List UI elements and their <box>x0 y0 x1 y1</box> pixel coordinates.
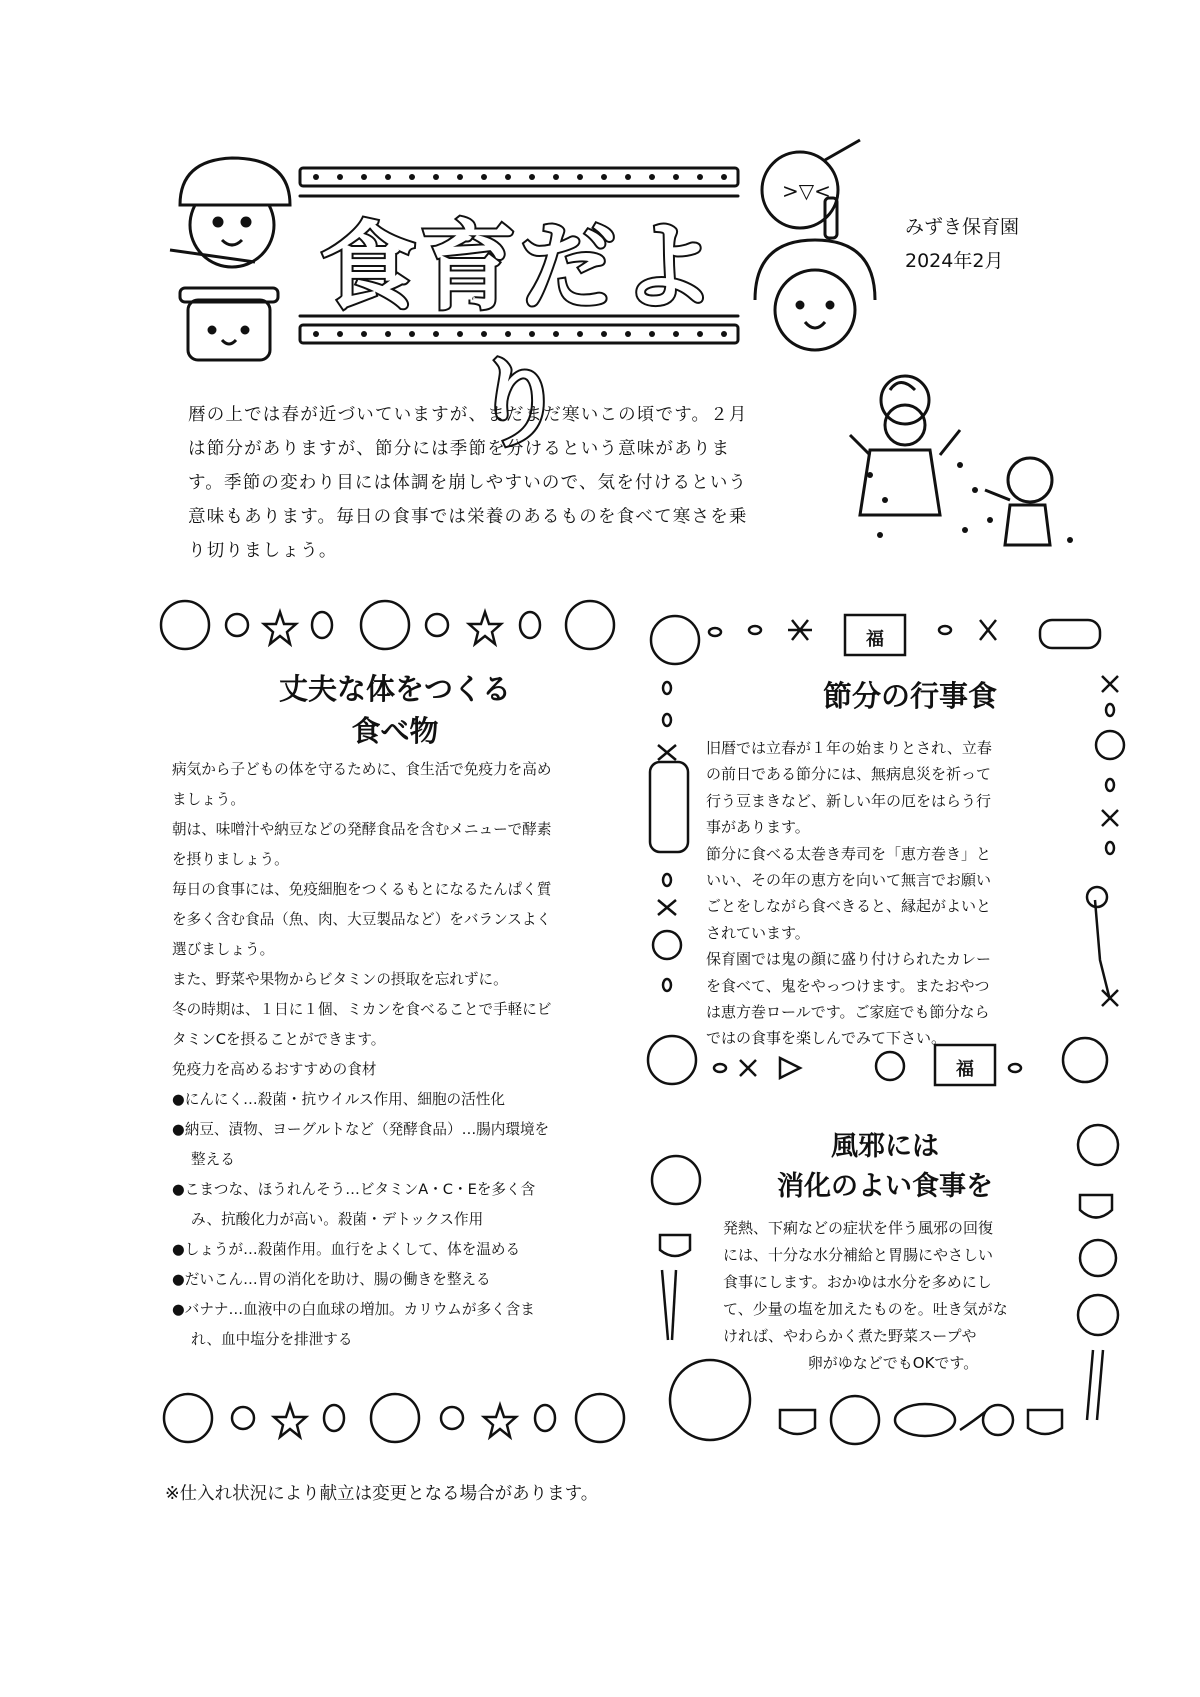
body-line: 毎日の食事には、免疫細胞をつくるもとになるたんぱく質 <box>172 881 552 898</box>
left-title-line2: 食べ物 <box>351 714 439 748</box>
body-line: 卵がゆなどでもOKです。 <box>807 1354 979 1372</box>
cold-title-line2: 消化のよい食事を <box>777 1171 993 1202</box>
intro-text <box>188 398 788 568</box>
body-line: 食事にします。おかゆは水分を多めにし <box>723 1273 992 1291</box>
body-line: されています。 <box>706 923 810 942</box>
body-line: 発熱、下痢などの症状を伴う風邪の回復 <box>723 1219 994 1237</box>
body-line: いい、その年の恵方を向いて無言でお願い <box>706 871 992 890</box>
bean-box-label: 福 <box>956 1059 974 1080</box>
food-item: ●にんにく…殺菌・抗ウイルス作用、細胞の活性化 <box>172 1091 505 1108</box>
setsubun-title: 節分の行事食 <box>822 679 997 713</box>
footnote: ※仕入れ状況により献立は変更となる場合があります。 <box>165 1484 599 1504</box>
body-line: 旧暦では立春が１年の始まりとされ、立春 <box>706 739 992 757</box>
food-item-cont: み、抗酸化力が高い。殺菌・デトックス作用 <box>191 1211 484 1228</box>
intro-line: 暦の上では春が近づいていますが、まだまだ寒いこの頃です。２月 <box>188 405 748 425</box>
body-line: 保育園では鬼の顔に盛り付けられたカレー <box>706 950 992 969</box>
body-line: を多く含む食品（魚、肉、大豆製品など）をバランスよく <box>172 911 552 928</box>
body-line: 病気から子どもの体を守るために、食生活で免疫力を高め <box>172 761 552 778</box>
intro-line: り切りましょう。 <box>188 541 338 561</box>
body-line: 免疫力を高めるおすすめの食材 <box>172 1061 377 1078</box>
intro-line: は節分がありますが、節分には季節を分けるという意味がありま <box>188 439 731 459</box>
body-line: 冬の時期は、１日に１個、ミカンを食べることで手軽にビ <box>172 1001 552 1018</box>
oni-bean-throwing-icon <box>850 376 1052 545</box>
body-line: ではの食事を楽しんでみて下さい。 <box>706 1029 947 1048</box>
girl-icon <box>755 240 875 350</box>
food-item: ●納豆、漬物、ヨーグルトなど（発酵食品）…腸内環境を <box>172 1121 550 1138</box>
body-line: 選びましょう。 <box>172 941 275 958</box>
chef-child-icon <box>180 158 290 267</box>
body-line: 朝は、味噌汁や納豆などの発酵食品を含むメニューで酵素 <box>172 821 552 838</box>
food-item: ●しょうが…殺菌作用。血行をよくして、体を温める <box>172 1241 521 1258</box>
body-line: には、十分な水分補給と胃腸にやさしい <box>723 1246 994 1264</box>
org-info <box>905 210 1019 278</box>
body-line: また、野菜や果物からビタミンの摂取を忘れずに。 <box>172 971 508 988</box>
food-item: ●こまつな、ほうれんそう…ビタミンA・C・Eを多く含 <box>172 1181 536 1198</box>
food-item-cont: 整える <box>191 1151 235 1168</box>
food-item-cont: れ、血中塩分を排泄する <box>191 1331 353 1348</box>
food-item: ●だいこん…胃の消化を助け、腸の働きを整える <box>172 1271 491 1288</box>
intro-line: 意味もあります。毎日の食事では栄養のあるものを食べて寒さを乗 <box>188 507 748 527</box>
page-title: 食育だより <box>320 211 720 460</box>
left-section-body <box>172 755 627 1355</box>
cold-title-line1: 風邪には <box>831 1131 939 1162</box>
body-line: を摂りましょう。 <box>172 851 289 868</box>
body-line: 事があります。 <box>706 818 810 837</box>
setsubun-body <box>706 735 1056 1052</box>
left-title-line1: 丈夫な体をつくる <box>278 672 511 706</box>
left-top-border <box>161 601 614 649</box>
body-line: の前日である節分には、無病息災を祈って <box>706 765 992 784</box>
organization-name: みずき保育園 <box>905 216 1020 238</box>
food-item: ●バナナ…血液中の白血球の増加。カリウムが多く含ま <box>172 1301 535 1318</box>
body-line: ましょう。 <box>172 791 245 808</box>
issue-date: 2024年2月 <box>905 250 1004 272</box>
body-line: ければ、やわらかく煮た野菜スープや <box>723 1327 977 1345</box>
body-line: タミンCを摂ることができます。 <box>172 1031 386 1048</box>
body-line: 節分に食べる太巻き寿司を「恵方巻き」と <box>706 844 992 863</box>
body-line: ごとをしながら食べきると、縁起がよいと <box>706 897 992 916</box>
body-line: を食べて、鬼をやっつけます。またおやつ <box>706 976 990 995</box>
bean-box-label: 福 <box>866 629 884 650</box>
left-section-title <box>220 668 570 752</box>
body-line: は恵方巻ロールです。ご家庭でも節分なら <box>706 1003 990 1022</box>
body-line: 行う豆まきなど、新しい年の厄をはらう行 <box>706 791 992 810</box>
left-bottom-border <box>164 1394 624 1442</box>
body-line: て、少量の塩を加えたものを。吐き気がな <box>723 1300 1008 1318</box>
intro-line: す。季節の変わり目には体調を崩しやすいので、気を付けるという <box>188 473 748 493</box>
cold-title <box>735 1127 1035 1207</box>
cold-body <box>723 1215 1063 1377</box>
frying-pan-icon <box>762 140 860 238</box>
svg-text:>▽<: >▽< <box>782 179 831 203</box>
